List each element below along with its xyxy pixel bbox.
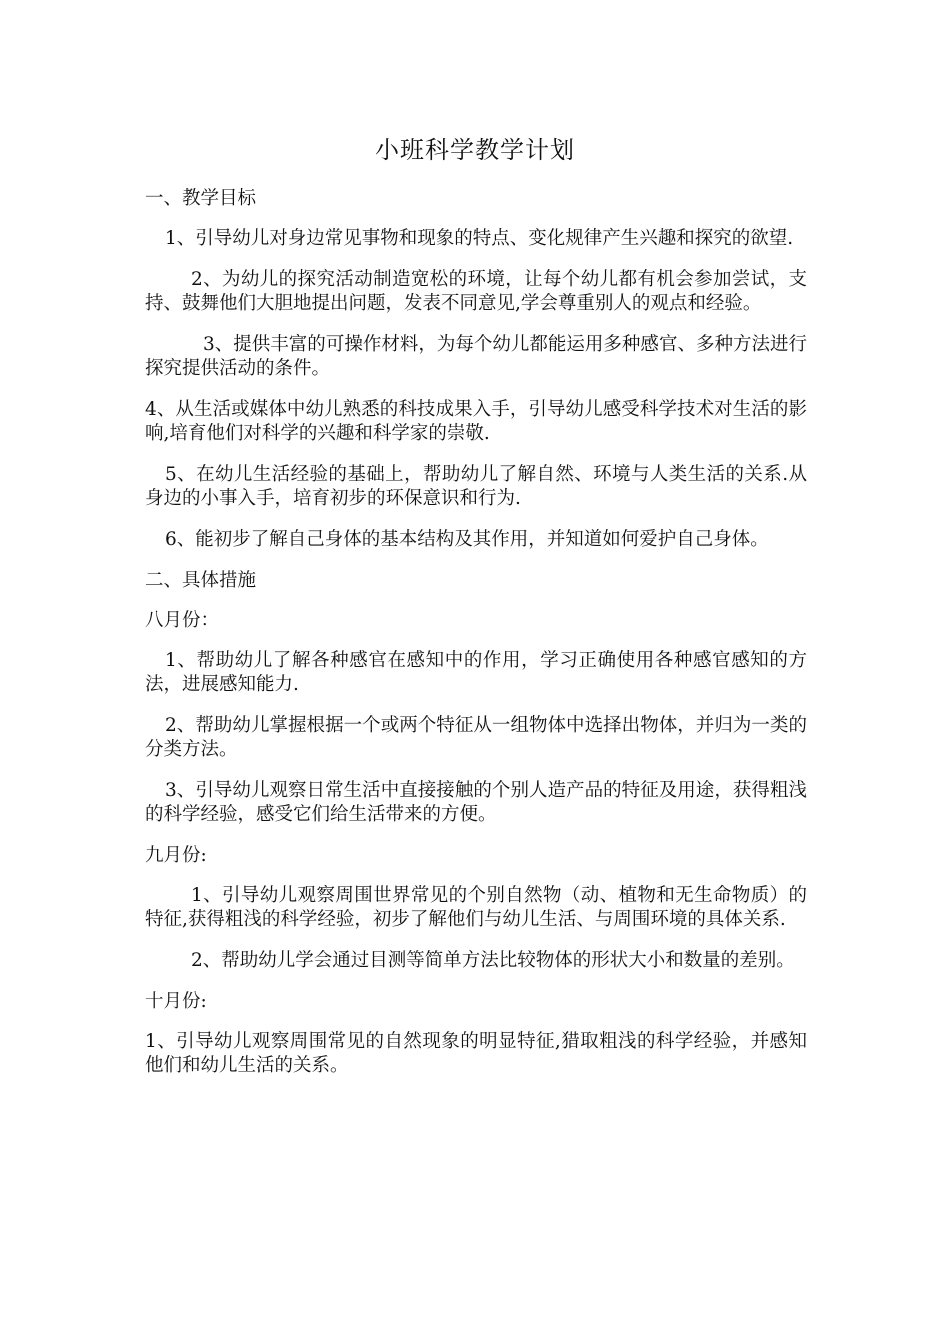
section-heading-measures: 二、具体措施	[145, 570, 257, 591]
goal-item-6: 6、能初步了解自己身体的基本结构及其作用，并知道如何爱护自己身体。	[165, 529, 769, 550]
august-item-3: 3、引导幼儿观察日常生活中直接接触的个别人造产品的特征及用途，获得粗浅的科学经验，感受它们给生活带来的方便。	[145, 780, 807, 825]
goal-item-1: 1、引导幼儿对身边常见事物和现象的特点、变化规律产生兴趣和探究的欲望.	[165, 228, 794, 249]
month-label-september: 九月份:	[145, 845, 207, 866]
august-item-1: 1、帮助幼儿了解各种感官在感知中的作用，学习正确使用各种感官感知的方法，进展感知能力.	[145, 650, 807, 695]
august-item-2: 2、帮助幼儿掌握根据一个或两个特征从一组物体中选择出物体，并归为一类的分类方法。	[145, 715, 807, 760]
october-item-1: 1、引导幼儿观察周围常见的自然现象的明显特征,猎取粗浅的科学经验，并感知他们和幼儿生活的关系。	[145, 1031, 807, 1076]
goal-item-5: 5、在幼儿生活经验的基础上，帮助幼儿了解自然、环境与人类生活的关系.从身边的小事入手，培育初步的环保意识和行为.	[145, 464, 807, 509]
goal-item-4: 4、从生活或媒体中幼儿熟悉的科技成果入手，引导幼儿感受科学技术对生活的影响,培育他们对科学的兴趣和科学家的崇敬.	[145, 399, 807, 444]
month-label-october: 十月份:	[145, 991, 207, 1012]
section-heading-goals: 一、教学目标	[145, 188, 257, 209]
document-title: 小班科学教学计划	[375, 136, 575, 164]
document-body	[145, 187, 807, 1095]
september-item-1: 1、引导幼儿观察周围世界常见的个别自然物（动、植物和无生命物质）的特征,获得粗浅的科学经验，初步了解他们与幼儿生活、与周围环境的具体关系.	[145, 885, 807, 930]
month-label-august: 八月份：	[145, 610, 220, 631]
goal-item-3: 3、提供丰富的可操作材料，为每个幼儿都能运用多种感官、多种方法进行探究提供活动的条件。	[145, 334, 807, 379]
goal-item-2: 2、为幼儿的探究活动制造宽松的环境，让每个幼儿都有机会参加尝试，支持、鼓舞他们大胆地提出问题，发表不同意见,学会尊重别人的观点和经验。	[145, 269, 807, 314]
september-item-2: 2、帮助幼儿学会通过目测等简单方法比较物体的形状大小和数量的差别。	[191, 950, 795, 971]
